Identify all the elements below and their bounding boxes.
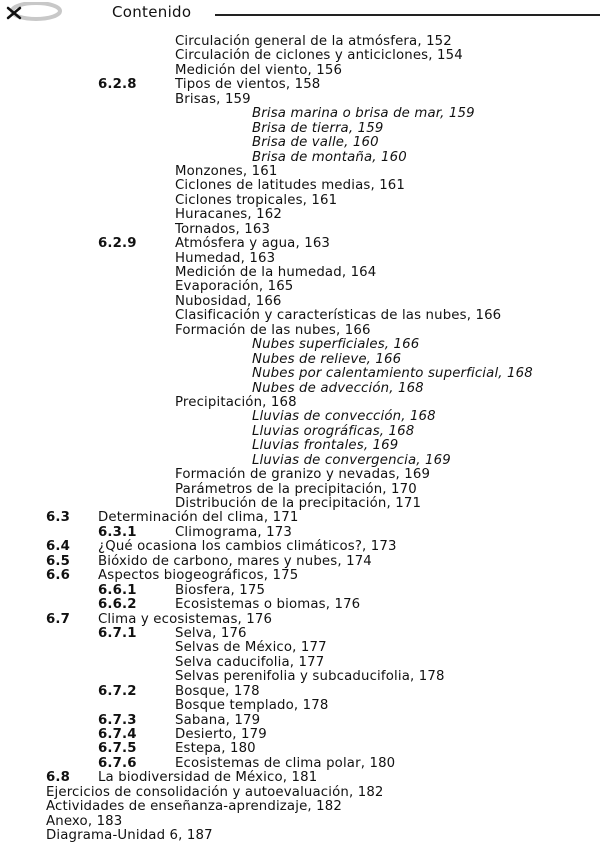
toc-entry-text: Ciclones de latitudes medias, 161 xyxy=(175,178,406,194)
toc-entry xyxy=(0,179,600,193)
toc-entry xyxy=(0,641,600,655)
toc-entry-text: Selvas de México, 177 xyxy=(175,640,327,656)
toc-entry-text: Lluvias orográficas, 168 xyxy=(252,423,415,439)
toc-entry xyxy=(0,829,600,843)
toc-entry-text: Aspectos biogeográficos, 175 xyxy=(98,568,299,584)
toc-entry xyxy=(0,353,600,367)
toc-entry xyxy=(0,511,600,525)
toc-entry xyxy=(0,714,600,728)
page-header xyxy=(0,0,600,30)
page-title: Contenido xyxy=(112,3,192,21)
toc-entry-text: Nubosidad, 166 xyxy=(175,293,282,309)
toc-entry xyxy=(0,382,600,396)
toc-entry-text: Huracanes, 162 xyxy=(175,207,282,223)
toc-entry xyxy=(0,468,600,482)
toc-entry-text: Selva caducifolia, 177 xyxy=(175,654,325,670)
toc-entry-text: Brisas, 159 xyxy=(175,91,251,107)
table-of-contents xyxy=(0,35,600,844)
toc-entry xyxy=(0,309,600,323)
toc-entry-text: Diagrama-Unidad 6, 187 xyxy=(46,828,213,844)
toc-entry-text: Ecosistemas o biomas, 176 xyxy=(175,597,361,613)
toc-entry-text: Formación de granizo y nevadas, 169 xyxy=(175,467,431,483)
toc-entry xyxy=(0,107,600,121)
toc-entry xyxy=(0,699,600,713)
toc-section-number: 6.5 xyxy=(46,553,71,569)
toc-section-number: 6.2.8 xyxy=(98,77,137,93)
toc-entry-text: Bióxido de carbono, mares y nubes, 174 xyxy=(98,553,372,569)
toc-entry xyxy=(0,122,600,136)
toc-entry-text: Desierto, 179 xyxy=(175,727,267,742)
toc-entry-text: Lluvias frontales, 169 xyxy=(252,438,399,454)
toc-entry xyxy=(0,771,600,785)
toc-entry-text: La biodiversidad de México, 181 xyxy=(98,770,318,786)
toc-entry-text: Actividades de enseñanza-aprendizaje, 182 xyxy=(46,799,342,815)
toc-entry-text: Selvas perenifolia y subcaducifolia, 178 xyxy=(175,669,445,685)
toc-entry xyxy=(0,425,600,439)
toc-entry-text: Tipos de vientos, 158 xyxy=(175,77,321,93)
toc-entry xyxy=(0,613,600,627)
toc-entry-text: Ecosistemas de clima polar, 180 xyxy=(175,755,396,771)
toc-entry-text: Selva, 176 xyxy=(175,625,247,641)
toc-entry xyxy=(0,742,600,756)
toc-entry xyxy=(0,194,600,208)
toc-entry-text: Brisa marina o brisa de mar, 159 xyxy=(252,106,475,122)
toc-entry-text: Bosque templado, 178 xyxy=(175,698,329,714)
toc-entry xyxy=(0,483,600,497)
toc-entry-text: Determinación del clima, 171 xyxy=(98,510,299,526)
toc-entry-text: Tornados, 163 xyxy=(175,221,271,237)
toc-entry-text: Clima y ecosistemas, 176 xyxy=(98,611,273,627)
toc-entry-text: Formación de las nubes, 166 xyxy=(175,322,371,338)
toc-entry-text: Ejercicios de consolidación y autoevaluación, 182 xyxy=(46,784,384,800)
toc-section-number: 6.4 xyxy=(46,539,71,555)
toc-entry xyxy=(0,78,600,92)
toc-entry xyxy=(0,584,600,598)
toc-section-number: 6.7.6 xyxy=(98,755,137,771)
toc-entry xyxy=(0,367,600,381)
toc-entry xyxy=(0,410,600,424)
toc-entry xyxy=(0,569,600,583)
toc-entry xyxy=(0,208,600,222)
toc-entry-text: Precipitación, 168 xyxy=(175,394,297,410)
toc-entry xyxy=(0,64,600,78)
header-rule xyxy=(215,14,600,16)
toc-entry-text: Biosfera, 175 xyxy=(175,582,266,598)
toc-entry xyxy=(0,136,600,150)
toc-section-number: 6.6.1 xyxy=(98,582,137,598)
toc-section-number: 6.7.5 xyxy=(98,741,137,757)
toc-entry xyxy=(0,252,600,266)
toc-entry-text: Lluvias de convección, 168 xyxy=(252,409,436,425)
toc-entry-text: Lluvias de convergencia, 169 xyxy=(252,452,451,468)
toc-entry-text: Humedad, 163 xyxy=(175,250,276,266)
toc-entry xyxy=(0,786,600,800)
toc-section-number: 6.6.2 xyxy=(98,597,137,613)
toc-entry xyxy=(0,165,600,179)
toc-entry-text: Medición de la humedad, 164 xyxy=(175,265,377,280)
toc-entry-text: Nubes de relieve, 166 xyxy=(252,351,402,367)
header-ornament-icon xyxy=(6,2,62,24)
toc-entry xyxy=(0,151,600,165)
toc-entry-text: Bosque, 178 xyxy=(175,683,260,699)
toc-section-number: 6.6 xyxy=(46,568,71,584)
toc-section-number: 6.7.1 xyxy=(98,625,137,641)
toc-section-number: 6.7.4 xyxy=(98,727,137,742)
toc-entry xyxy=(0,324,600,338)
toc-entry-text: Nubes de advección, 168 xyxy=(252,380,424,396)
toc-entry-text: Nubes por calentamiento superficial, 168 xyxy=(252,366,533,382)
toc-entry-text: Brisa de tierra, 159 xyxy=(252,120,384,136)
toc-entry-text: Parámetros de la precipitación, 170 xyxy=(175,481,417,497)
toc-entry-text: Brisa de valle, 160 xyxy=(252,135,379,151)
toc-entry xyxy=(0,815,600,829)
toc-entry xyxy=(0,728,600,742)
toc-entry xyxy=(0,93,600,107)
toc-entry xyxy=(0,670,600,684)
toc-entry xyxy=(0,598,600,612)
toc-entry xyxy=(0,685,600,699)
toc-entry xyxy=(0,49,600,63)
toc-section-number: 6.8 xyxy=(46,770,71,786)
toc-entry-text: Distribución de la precipitación, 171 xyxy=(175,496,422,511)
toc-entry-text: ¿Qué ocasiona los cambios climáticos?, 173 xyxy=(98,539,397,555)
toc-entry-text: Evaporación, 165 xyxy=(175,279,294,295)
toc-section-number: 6.2.9 xyxy=(98,236,137,252)
toc-entry xyxy=(0,656,600,670)
toc-entry xyxy=(0,800,600,814)
toc-entry xyxy=(0,223,600,237)
toc-entry-text: Circulación de ciclones y anticiclones, 154 xyxy=(175,48,463,64)
toc-section-number: 6.7.3 xyxy=(98,712,137,728)
toc-entry-text: Sabana, 179 xyxy=(175,712,261,728)
toc-entry xyxy=(0,338,600,352)
toc-entry xyxy=(0,555,600,569)
toc-entry-text: Ciclones tropicales, 161 xyxy=(175,192,338,208)
toc-entry-text: Nubes superficiales, 166 xyxy=(252,337,420,353)
toc-entry-text: Medición del viento, 156 xyxy=(175,62,343,78)
toc-entry-text: Brisa de montaña, 160 xyxy=(252,149,407,165)
toc-section-number: 6.3.1 xyxy=(98,524,137,540)
toc-entry xyxy=(0,280,600,294)
toc-section-number: 6.7 xyxy=(46,611,71,627)
toc-entry-text: Monzones, 161 xyxy=(175,163,278,179)
toc-entry xyxy=(0,237,600,251)
toc-entry-text: Climograma, 173 xyxy=(175,524,293,540)
toc-entry xyxy=(0,439,600,453)
toc-entry xyxy=(0,266,600,280)
toc-section-number: 6.3 xyxy=(46,510,71,526)
toc-entry xyxy=(0,540,600,554)
toc-entry-text: Estepa, 180 xyxy=(175,741,256,757)
toc-entry xyxy=(0,454,600,468)
toc-entry-text: Clasificación y características de las nubes, 166 xyxy=(175,308,502,324)
toc-section-number: 6.7.2 xyxy=(98,683,137,699)
toc-entry xyxy=(0,497,600,511)
toc-entry-text: Atmósfera y agua, 163 xyxy=(175,236,331,252)
toc-entry-text: Anexo, 183 xyxy=(46,813,123,829)
toc-entry-text: Circulación general de la atmósfera, 152 xyxy=(175,34,452,49)
